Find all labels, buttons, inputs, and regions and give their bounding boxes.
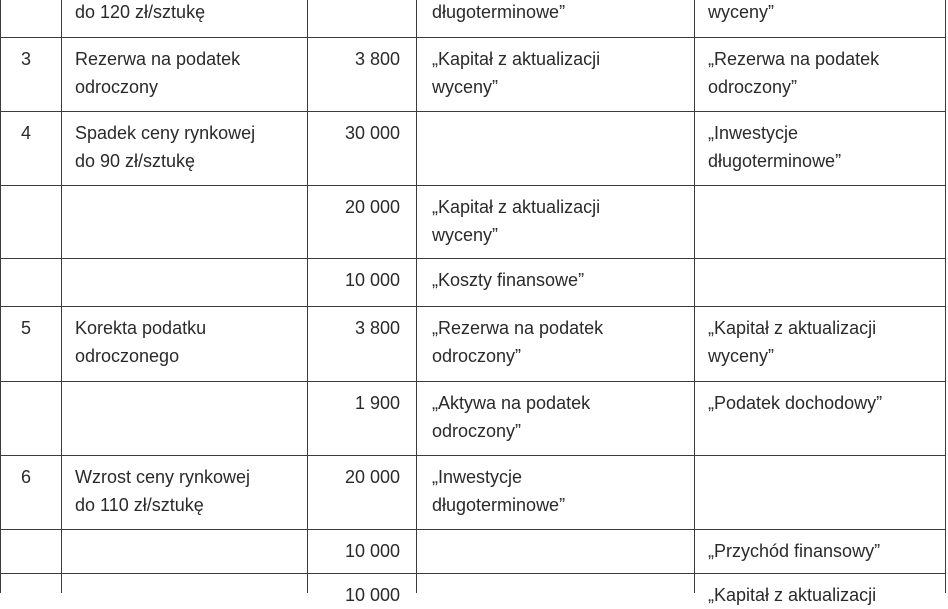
debit-account [417,112,695,185]
entry-amount: 10 000 [308,259,417,306]
entry-number: 5 [0,307,62,381]
table-row [0,382,946,456]
entry-amount: 3 800 [308,307,417,381]
table-row [0,530,946,574]
entry-description [62,186,308,258]
credit-account: „Przychód finansowy” [695,530,946,573]
credit-account [695,186,946,258]
credit-account: „Kapitał z aktualizacji [695,574,946,593]
entry-description [62,382,308,455]
table-row [0,186,946,259]
entry-description [62,574,308,593]
entry-number [0,382,62,455]
entry-number [0,0,62,37]
credit-account: „Rezerwa na podatek odroczony” [695,38,946,111]
debit-account: „Koszty finansowe” [417,259,695,306]
entry-description: Korekta podatku odroczonego [62,307,308,381]
entry-amount: 20 000 [308,186,417,258]
entry-number [0,186,62,258]
debit-account: „Kapitał z aktualizacji wyceny” [417,38,695,111]
table-row [0,38,946,112]
entry-number: 4 [0,112,62,185]
credit-account: wyceny” [695,0,946,37]
debit-account: „Inwestycje długoterminowe” [417,456,695,529]
entry-amount: 1 900 [308,382,417,455]
credit-account [695,259,946,306]
entry-number: 6 [0,456,62,529]
entry-description: Rezerwa na podatek odroczony [62,38,308,111]
entry-description: Wzrost ceny rynkowej do 110 zł/sztukę [62,456,308,529]
entry-description: Spadek ceny rynkowej do 90 zł/sztukę [62,112,308,185]
table-row [0,0,946,38]
table-row [0,259,946,307]
entry-number [0,530,62,573]
entry-number [0,259,62,306]
debit-account [417,574,695,593]
entry-amount: 3 800 [308,38,417,111]
debit-account: długoterminowe” [417,0,695,37]
debit-account [417,530,695,573]
credit-account [695,456,946,529]
debit-account: „Rezerwa na podatek odroczony” [417,307,695,381]
entry-description [62,259,308,306]
debit-account: „Kapitał z aktualizacji wyceny” [417,186,695,258]
table-row [0,112,946,186]
entry-amount [308,0,417,37]
entry-description [62,530,308,573]
table-row [0,574,946,605]
entry-number: 3 [0,38,62,111]
credit-account: „Podatek dochodowy” [695,382,946,455]
entry-amount: 20 000 [308,456,417,529]
entry-description: do 120 zł/sztukę [62,0,308,37]
credit-account: „Inwestycje długoterminowe” [695,112,946,185]
entry-number [0,574,62,593]
table-row [0,307,946,382]
debit-account: „Aktywa na podatek odroczony” [417,382,695,455]
table-row [0,456,946,530]
entry-amount: 10 000 [308,574,417,593]
entry-amount: 30 000 [308,112,417,185]
credit-account: „Kapitał z aktualizacji wyceny” [695,307,946,381]
entry-amount: 10 000 [308,530,417,573]
